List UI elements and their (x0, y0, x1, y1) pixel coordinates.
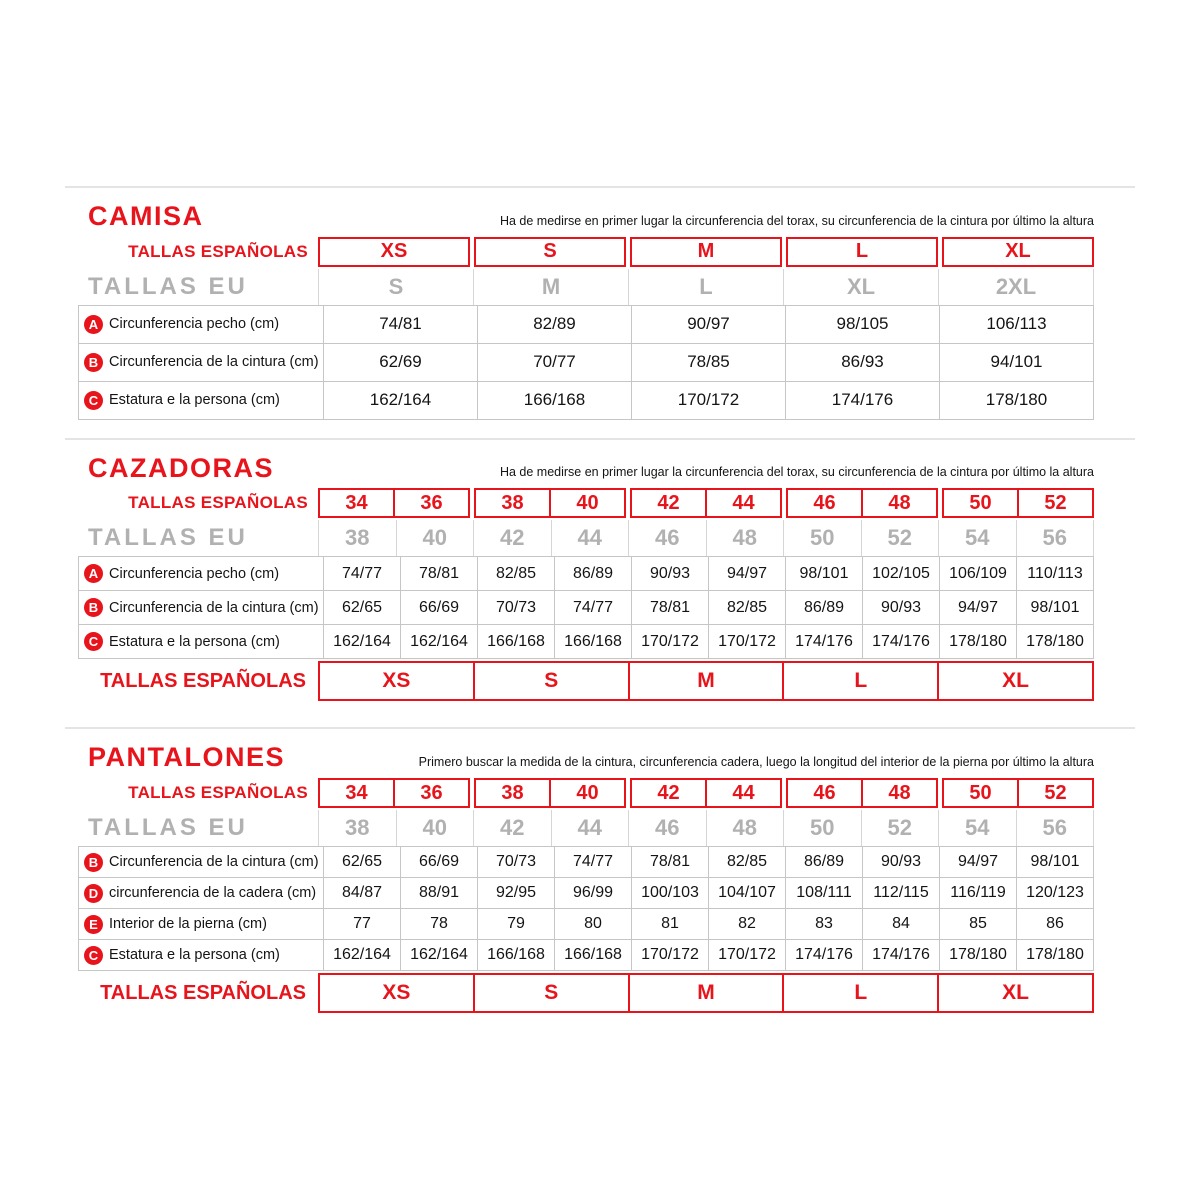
letter-badge: A (84, 564, 103, 583)
es-size-group (318, 778, 470, 808)
row-label: Estatura e la persona (cm) (109, 633, 280, 650)
value-cell: 62/69 (324, 343, 478, 381)
cazadoras-size-table (0, 488, 1200, 701)
value-cell: 106/113 (940, 305, 1094, 343)
section-header (88, 454, 1094, 484)
value-cell: 66/69 (401, 847, 478, 878)
eu-size-cell: 52 (862, 520, 940, 556)
letter-badge: A (84, 315, 103, 334)
es-size-cell: 48 (861, 490, 936, 516)
value-cell: 100/103 (632, 878, 709, 909)
value-cell: 94/97 (709, 557, 786, 591)
es-size-groups (318, 778, 1094, 808)
es-sizes-label: TALLAS ESPAÑOLAS (100, 669, 306, 692)
value-cell: 90/93 (863, 591, 940, 625)
section-camisa (0, 186, 1200, 438)
value-cell: 162/164 (401, 625, 478, 659)
measurement-table (78, 305, 1094, 420)
es-size-cell: L (855, 240, 869, 263)
value-cell: 116/119 (940, 878, 1017, 909)
es-group-size-cell: XS (318, 661, 475, 701)
eu-size-cells (318, 810, 1094, 846)
value-cell: 78/81 (401, 557, 478, 591)
letter-badge: C (84, 632, 103, 651)
es-size-cell: 36 (393, 490, 468, 516)
value-cell: 166/168 (478, 625, 555, 659)
row-label-cell (79, 381, 324, 419)
value-cell: 162/164 (401, 940, 478, 971)
value-cell: 170/172 (632, 625, 709, 659)
row-label: Circunferencia de la cintura (cm) (109, 854, 319, 871)
section-divider (65, 438, 1135, 440)
eu-size-cell: L (629, 269, 784, 305)
letter-badge: C (84, 946, 103, 965)
value-cell: 78 (401, 909, 478, 940)
row-label-inner (84, 884, 322, 903)
section-header (88, 743, 1094, 773)
value-cell: 174/176 (863, 625, 940, 659)
es-bottom-groups (318, 973, 1094, 1013)
pantalones-size-table (0, 778, 1200, 1013)
value-cell: 82 (709, 909, 786, 940)
es-size-cell: 52 (1017, 490, 1092, 516)
row-label: circunferencia de la cadera (cm) (109, 885, 317, 902)
es-size-cell: 46 (813, 781, 836, 804)
eu-size-cell: 42 (474, 520, 552, 556)
es-size-cell: 42 (657, 491, 680, 514)
value-cell: 174/176 (863, 940, 940, 971)
es-size-cell: 38 (501, 781, 524, 804)
row-label-cell (79, 878, 324, 909)
es-size-cell: 44 (705, 490, 780, 516)
value-cell: 86/89 (555, 557, 632, 591)
value-cell: 88/91 (401, 878, 478, 909)
table-row (79, 305, 1094, 343)
eu-size-cell: M (474, 269, 629, 305)
es-group-size-cell: L (782, 973, 939, 1013)
row-label: Interior de la pierna (cm) (109, 916, 267, 933)
table-row (79, 940, 1094, 971)
eu-size-cell: 52 (862, 810, 940, 846)
section-title: CAMISA (88, 201, 204, 231)
eu-size-cell: 50 (784, 810, 862, 846)
value-cell: 85 (940, 909, 1017, 940)
es-group-size-cell: S (473, 973, 630, 1013)
es-size-group (630, 778, 782, 808)
eu-size-row (78, 520, 1094, 556)
es-size-cell: 50 (969, 781, 992, 804)
row-label-inner (84, 946, 322, 965)
eu-size-cell: S (318, 269, 474, 305)
es-group-size-cell: XS (318, 973, 475, 1013)
value-cell: 82/85 (709, 847, 786, 878)
value-cell: 84 (863, 909, 940, 940)
row-label-cell (79, 909, 324, 940)
value-cell: 78/85 (632, 343, 786, 381)
eu-size-cells (318, 520, 1094, 556)
letter-badge: B (84, 853, 103, 872)
es-size-group (318, 237, 470, 267)
row-label-inner (84, 564, 322, 583)
row-label-inner (84, 632, 322, 651)
row-label-cell (79, 940, 324, 971)
es-size-cell: 38 (501, 491, 524, 514)
table-row (79, 625, 1094, 659)
eu-size-cell: 44 (552, 520, 630, 556)
table-row (79, 557, 1094, 591)
value-cell: 86/89 (786, 847, 863, 878)
es-size-group (630, 488, 782, 518)
es-size-cell: 40 (549, 780, 624, 806)
es-size-group (474, 237, 626, 267)
row-label-cell (79, 343, 324, 381)
value-cell: 94/101 (940, 343, 1094, 381)
section-cazadoras (0, 438, 1200, 728)
es-sizes-label: TALLAS ESPAÑOLAS (100, 981, 306, 1004)
value-cell: 78/81 (632, 847, 709, 878)
es-size-group (786, 237, 938, 267)
es-group-size-cell: M (628, 661, 785, 701)
value-cell: 74/81 (324, 305, 478, 343)
es-group-size-cell: S (473, 661, 630, 701)
section-divider (65, 186, 1135, 188)
section-header (88, 202, 1094, 232)
es-size-group (630, 237, 782, 267)
eu-size-cell: 54 (939, 810, 1017, 846)
letter-badge: B (84, 353, 103, 372)
es-size-cell: 34 (345, 781, 368, 804)
es-sizes-label: TALLAS ESPAÑOLAS (128, 241, 308, 261)
value-cell: 86/89 (786, 591, 863, 625)
row-label-inner (84, 598, 322, 617)
eu-size-cell: 2XL (939, 269, 1094, 305)
value-cell: 78/81 (632, 591, 709, 625)
eu-size-cell: 56 (1017, 810, 1095, 846)
measurement-table (78, 556, 1094, 659)
value-cell: 98/101 (1017, 591, 1094, 625)
es-sizes-label: TALLAS ESPAÑOLAS (128, 783, 308, 803)
es-sizes-label: TALLAS ESPAÑOLAS (128, 493, 308, 513)
table-row (79, 878, 1094, 909)
value-cell: 90/97 (632, 305, 786, 343)
row-label-inner (84, 915, 322, 934)
row-label-inner (84, 353, 322, 372)
value-cell: 81 (632, 909, 709, 940)
eu-size-cell: 44 (552, 810, 630, 846)
value-cell: 162/164 (324, 625, 401, 659)
value-cell: 98/105 (786, 305, 940, 343)
eu-size-cell: 42 (474, 810, 552, 846)
value-cell: 86 (1017, 909, 1094, 940)
value-cell: 82/85 (478, 557, 555, 591)
es-size-row (78, 488, 1094, 518)
es-group-size-cell: L (782, 661, 939, 701)
value-cell: 170/172 (709, 625, 786, 659)
es-size-cell: 52 (1017, 780, 1092, 806)
eu-size-cell: 40 (397, 810, 475, 846)
row-label-cell (79, 557, 324, 591)
row-label-cell (79, 847, 324, 878)
eu-size-cell: 48 (707, 520, 785, 556)
es-size-cell: 46 (813, 491, 836, 514)
section-note: Ha de medirse en primer lugar la circunferencia del torax, su circunferencia de la cintura por último la altura (499, 213, 1094, 228)
es-size-group (786, 488, 938, 518)
es-size-group (474, 488, 626, 518)
eu-size-cell: 38 (318, 520, 397, 556)
es-size-cell: 42 (657, 781, 680, 804)
value-cell: 79 (478, 909, 555, 940)
es-size-cell: M (697, 240, 715, 263)
value-cell: 120/123 (1017, 878, 1094, 909)
es-size-row (78, 778, 1094, 808)
value-cell: 178/180 (940, 381, 1094, 419)
eu-size-cell: XL (784, 269, 939, 305)
value-cell: 82/89 (478, 305, 632, 343)
measurement-table (78, 846, 1094, 971)
value-cell: 94/97 (940, 847, 1017, 878)
value-cell: 178/180 (940, 625, 1017, 659)
es-bottom-row (78, 661, 1094, 701)
table-row (79, 381, 1094, 419)
value-cell: 170/172 (632, 940, 709, 971)
eu-sizes-label: TALLAS EU (88, 814, 248, 842)
table-row (79, 909, 1094, 940)
eu-size-cell: 46 (629, 810, 707, 846)
value-cell: 82/85 (709, 591, 786, 625)
table-row (79, 591, 1094, 625)
es-size-cell: 48 (861, 780, 936, 806)
eu-size-cells (318, 269, 1094, 305)
value-cell: 178/180 (940, 940, 1017, 971)
table-row (79, 847, 1094, 878)
es-group-size-cell: XL (937, 973, 1094, 1013)
es-size-cell: 34 (345, 491, 368, 514)
value-cell: 98/101 (1017, 847, 1094, 878)
row-label: Circunferencia de la cintura (cm) (109, 599, 319, 616)
section-title: CAZADORAS (88, 452, 274, 483)
es-size-cell: S (543, 240, 557, 263)
es-size-group (942, 488, 1094, 518)
value-cell: 162/164 (324, 940, 401, 971)
es-bottom-row (78, 973, 1094, 1013)
eu-size-row (78, 269, 1094, 305)
value-cell: 84/87 (324, 878, 401, 909)
row-label-inner (84, 315, 322, 334)
value-cell: 162/164 (324, 381, 478, 419)
value-cell: 62/65 (324, 591, 401, 625)
es-size-group (474, 778, 626, 808)
section-divider (65, 727, 1135, 729)
value-cell: 83 (786, 909, 863, 940)
es-size-group (942, 237, 1094, 267)
value-cell: 96/99 (555, 878, 632, 909)
value-cell: 178/180 (1017, 625, 1094, 659)
eu-size-cell: 56 (1017, 520, 1095, 556)
row-label-cell (79, 305, 324, 343)
eu-size-cell: 50 (784, 520, 862, 556)
value-cell: 90/93 (863, 847, 940, 878)
row-label: Estatura e la persona (cm) (109, 947, 280, 964)
section-note: Ha de medirse en primer lugar la circunferencia del torax, su circunferencia de la cintura por último la altura (499, 465, 1094, 480)
value-cell: 166/168 (555, 940, 632, 971)
es-size-cell: XS (380, 240, 408, 263)
eu-size-cell: 54 (939, 520, 1017, 556)
es-size-groups (318, 237, 1094, 267)
value-cell: 74/77 (555, 847, 632, 878)
eu-sizes-label: TALLAS EU (88, 272, 248, 300)
table-row (79, 343, 1094, 381)
value-cell: 70/77 (478, 343, 632, 381)
es-size-cell: 36 (393, 780, 468, 806)
es-size-cell: XL (1005, 240, 1031, 263)
row-label-inner (84, 391, 322, 410)
value-cell: 166/168 (478, 381, 632, 419)
value-cell: 110/113 (1017, 557, 1094, 591)
row-label: Circunferencia pecho (cm) (109, 316, 280, 333)
value-cell: 174/176 (786, 625, 863, 659)
value-cell: 170/172 (632, 381, 786, 419)
eu-size-cell: 48 (707, 810, 785, 846)
es-size-cell: 40 (549, 490, 624, 516)
value-cell: 92/95 (478, 878, 555, 909)
row-label-inner (84, 853, 322, 872)
value-cell: 98/101 (786, 557, 863, 591)
row-label-cell (79, 625, 324, 659)
eu-size-cell: 40 (397, 520, 475, 556)
es-size-group (942, 778, 1094, 808)
es-size-cell: 44 (705, 780, 780, 806)
value-cell: 66/69 (401, 591, 478, 625)
section-note: Primero buscar la medida de la cintura, circunferencia cadera, luego la longitud del interior de la pierna por último la altura (418, 755, 1094, 770)
row-label-cell (79, 591, 324, 625)
value-cell: 74/77 (324, 557, 401, 591)
row-label: Circunferencia pecho (cm) (109, 565, 280, 582)
value-cell: 170/172 (709, 940, 786, 971)
value-cell: 166/168 (555, 625, 632, 659)
eu-size-cell: 38 (318, 810, 397, 846)
es-group-size-cell: M (628, 973, 785, 1013)
value-cell: 77 (324, 909, 401, 940)
es-size-group (786, 778, 938, 808)
es-bottom-groups (318, 661, 1094, 701)
value-cell: 86/93 (786, 343, 940, 381)
value-cell: 74/77 (555, 591, 632, 625)
value-cell: 108/111 (786, 878, 863, 909)
value-cell: 174/176 (786, 381, 940, 419)
value-cell: 166/168 (478, 940, 555, 971)
value-cell: 104/107 (709, 878, 786, 909)
value-cell: 112/115 (863, 878, 940, 909)
value-cell: 102/105 (863, 557, 940, 591)
value-cell: 70/73 (478, 847, 555, 878)
row-label: Estatura e la persona (cm) (109, 392, 280, 409)
eu-size-row (78, 810, 1094, 846)
letter-badge: D (84, 884, 103, 903)
es-group-size-cell: XL (937, 661, 1094, 701)
es-size-groups (318, 488, 1094, 518)
eu-sizes-label: TALLAS EU (88, 524, 248, 552)
es-size-group (318, 488, 470, 518)
letter-badge: B (84, 598, 103, 617)
value-cell: 178/180 (1017, 940, 1094, 971)
eu-size-cell: 46 (629, 520, 707, 556)
section-pantalones (0, 727, 1200, 1031)
value-cell: 62/65 (324, 847, 401, 878)
value-cell: 90/93 (632, 557, 709, 591)
value-cell: 94/97 (940, 591, 1017, 625)
value-cell: 80 (555, 909, 632, 940)
letter-badge: C (84, 391, 103, 410)
es-size-row (78, 237, 1094, 267)
es-size-cell: 50 (969, 491, 992, 514)
letter-badge: E (84, 915, 103, 934)
value-cell: 174/176 (786, 940, 863, 971)
camisa-size-table (0, 237, 1200, 420)
value-cell: 106/109 (940, 557, 1017, 591)
value-cell: 70/73 (478, 591, 555, 625)
row-label: Circunferencia de la cintura (cm) (109, 354, 319, 371)
section-title: PANTALONES (88, 742, 285, 773)
